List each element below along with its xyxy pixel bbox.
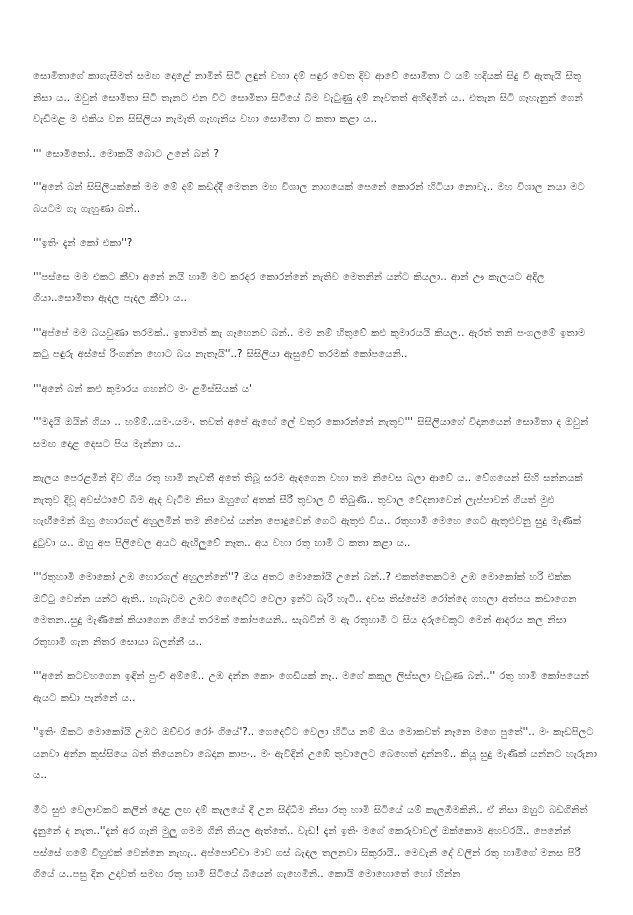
paragraph-12: ''ඉතිං ඕකට මොකෝයි උඹට ඔච්චර රෝං ගියේ'?.. ගෙදෙට්ට වෙලා හිටිය නම් ඔය මොකවත් නෑනෙ මගෙ පුතේ''.. මං කෑඩපිලට යනවා අන්න කුස්සියෙ බත් තියෙනවා බෙදාන කාපං.. මං ඇවිදින් උඹේ තුවාලෙට බෙහෙත් දාන්නම්.. කියූ සුදු මැණික් යන්නට හැරුනා ය..: [33, 727, 597, 781]
paragraph-13: මීට සුළු වෙලාවකට කලින් දොළ ලඟ දම් කැලයේ දී උන සිද්ධීම නිසා රතු හාමි සිටියේ යම් කැලඹීමකිනි.. ඒ නිසා ඔහුට බඩගිනිත් දැනුනේ ද නැත..''දැන් අර ගෑනි මුලු ගමම ගිනි තියල ඇත්තේ.. වැඩ! දැන් ඉතිං මගේ කෙරුවාවල් ඔක්කොම අහවරයි.. පෙනේන් පස්සේ ගමේ විහුළුක් වෙන්නෙ නැහැ.. අප්පොච්චා මාව ගස් බැඳල තලනවා සිකුරායි.. මෙවැනි දේ වලින් රතු හාමිගේ මනස පිරී ගියේ ය..පසු දින උදාවත් සමඟ රතු හාමි සිටියේ බියෙන් ගැහෙමිනි.. කොයි මොහොතේ හෝ හින්න: [33, 804, 588, 880]
paragraph-10: '''රතුහාමි මොකෝ උඹ හොරගල් අහුලන්නේ''? ඔය අතට මොකෝයි උනේ බන්..? එකත්තෙකටම උඹ මොකෝක් හරි එක්ක ඔට්ටු වෙන්න යන්ට ඇති.. හැබැටම උඹට ගෙදෙට්ට වෙලා ඉන්ට බැරි හැටි.. දවස තිස්සේම රෝන්දෙ ගහලා අත්පය කඩාගෙන මෙතන..සුදු මැණිකේ කියාගෙන ගියේ තරමක් කෝපයෙනි.. සැබවින් ම ඇ රතුහාමි ට සිය දරුවෙකුට මෙන් ආදරය කල නිසා රතුහාමි ගැන නිතර සොයා බලන්නී ය..: [33, 572, 577, 648]
paragraph-2: ''' සොමිතෝ.. මොකයි බොට උනේ බන් ?: [33, 148, 219, 160]
paragraph-11: '''අනේ කටවහගෙන ඉඳින් පුංචි අම්මේ.. උඹ දන්න කොං ගෙඩියක් නෑ.. මගේ කකුල ලිස්සලා වැටුණ බන්..'' රතු හාමි කෝපයෙන් ඇයට කඩා පැන්නේ ය..: [33, 671, 589, 704]
paragraph-1: සොමිතාගේ කාගැසීමත් සමඟ දොළේ නාමින් සිටි ලඳුන් වහා දම් පඳුර වෙත දිව ආවේ සොමිතා ට යම් හදියක් සිදු වී ඇතැයි සිතූ නිසා ය.. ඔවුන් සොමිතා සිටි තැනට එන විට සොමිතා සිටියේ බිම වැටුණු දම් නෑවතත් අහිඳමින් ය.. එතැන සිටි ගෑහැනුන් ගෙන් වැඩිමළ ම එකිය වන සිසිලියා නැමැති ගෑහැනිය වහා සොමිතා ට කතා කළා ය..: [33, 71, 583, 125]
paragraph-6: '''අප්පේ මම බයවුණා තරමක්.. ඉතාමත් කැ ගෑහෙනව බන්.. මම නම් හිතුවේ කළු කුමාරයයි කියල.. ඇරත් තනි පංගලමේ ඉතාම කටු පඳුරු අස්සේ රිංගන්න හොට බය නැතෑයි''..? සිසිලියා ඇසුවේ තරමක් කෝපයෙනි..: [33, 327, 586, 360]
paragraph-8: '''මදැයි ඔයින් ගියා .. හම්ම්..යමං.යමං. තවත් අපේ ඇඟේ ලේ වතුර කොරන්නේ නැතුව''' සිසිලියාගේ විදානයෙන් සොමිතා ද ඔවුන් සමඟ දොළ දෙසට පිය මැන්නා ය..: [33, 417, 589, 450]
paragraph-4: '''ඉතිං දැන් කෝ එකා''?: [33, 238, 133, 249]
paragraph-7: '''අනේ බන් කළු කුමාරය ගහන්ට මං ළමිස්සියක් ය': [33, 383, 252, 395]
paragraph-5: '''පස්සෙ මම එකට කීවා අනේ නයි හාමි මට කරදර කොරන්නේ නැතිව මෙතනින් යන්ට කියලා.. ආන් ඌ කැලයට අදිල ගියා..සොමිතා ඇදල පැදල කීවා ය..: [33, 271, 545, 304]
paragraph-9: කැලය පෙරළමින් දිව ගිය රතු හාමි නැවතී අතේ තිබූ සරම ඇඳගෙන වහා තම නිවෙස බලා ආවේ ය.. වේගයෙන් සිහි සන්නයක් නැතුව දිවූ අවස්ථාවේ බිම ඇද වැටීම නිසා ඔහුගේ අතක් සීරී තුවාල වී තිබුණි.. තුවාල වේදනාවෙන් ලැප්පාවන් ගියත් මුළු හැඟීමෙන් ඔහු හොරගල් අහුලමින් තම නිවෙස් යන්න පොදුවෙන් ගෙට ඇතුළු විය.. රතුහාමි මෙහෙ ගෙට ඇතුළුවනු සුදු මැණික් දුටුවා ය.. ඔහු අප පිලිවෙල අයට ඇඟිලුවේ නෑත.. අය වහා රතු හාමි ට කතා කළා ය..: [33, 473, 583, 549]
paragraph-3: '''අනේ බන් සිසිලියක්කේ මම මේ දම් කඩද්දී මෙතන මහ විශාල නාගයෙක් පෙනේ කොරන් හිටියා නොවැ.. මහ විශාල නයා මට බයටම ගැ ගැහුණා බන්..: [33, 182, 585, 215]
